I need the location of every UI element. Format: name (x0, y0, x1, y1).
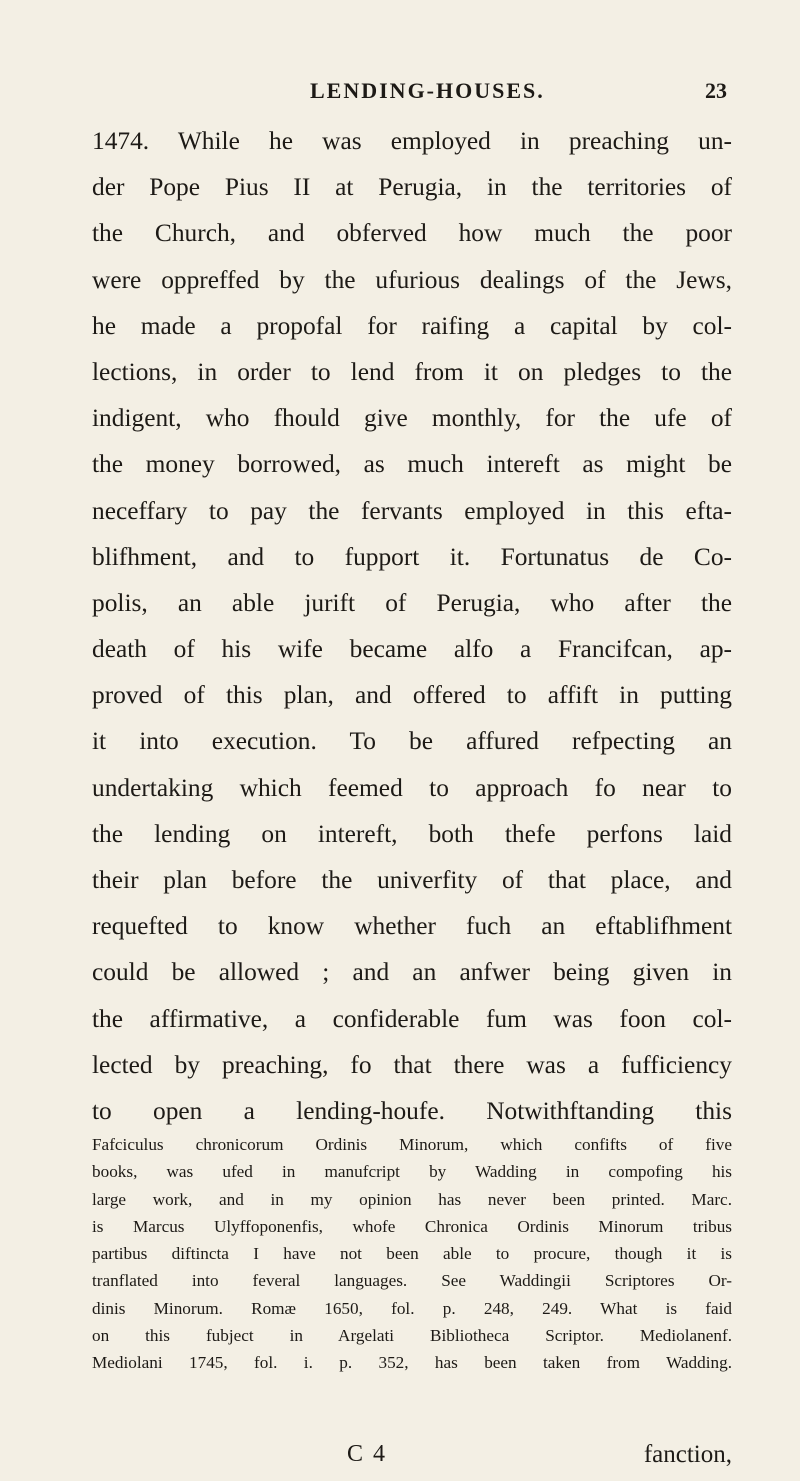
footnote-line: books, was ufed in manufcript by Wadding in compofing his (92, 1162, 732, 1182)
body-line: lected by preaching, fo that there was a fufficiency (92, 1050, 732, 1079)
footnote-line: is Marcus Ulyffoponenfis, whofe Chronica Ordinis Minorum tribus (92, 1216, 732, 1236)
body-line: neceffary to pay the fervants employed in this efta- (92, 496, 732, 525)
body-line: requefted to know whether fuch an eftablifhment (92, 912, 732, 941)
body-line: he made a propofal for raifing a capital by col- (92, 311, 732, 340)
body-line: undertaking which feemed to approach fo near to (92, 773, 732, 802)
footnote-line: dinis Minorum. Romæ 1650, fol. p. 248, 249. What is faid (92, 1298, 732, 1318)
body-line: death of his wife became alfo a Francifcan, ap- (92, 635, 732, 664)
body-line: the lending on intereft, both thefe perfons laid (92, 819, 732, 848)
body-line: lections, in order to lend from it on pledges to the (92, 357, 732, 386)
body-line: indigent, who fhould give monthly, for the ufe of (92, 404, 732, 433)
running-head (0, 78, 800, 112)
body-line: the money borrowed, as much intereft as might be (92, 450, 732, 479)
body-text (92, 118, 732, 1134)
footnote-line: on this fubject in Argelati Bibliotheca Scriptor. Mediolanenf. (92, 1326, 732, 1346)
body-line: were oppreffed by the ufurious dealings of the Jews, (92, 265, 732, 294)
body-line: blifhment, and to fupport it. Fortunatus de Co- (92, 542, 732, 571)
body-line: to open a lending-houfe. Notwithftanding this (92, 1096, 732, 1125)
running-title: LENDING-HOUSES. (310, 78, 545, 103)
body-line: their plan before the univerfity of that place, and (92, 866, 732, 894)
body-line: polis, an able jurift of Perugia, who after the (92, 588, 732, 617)
catchword: fanction, (643, 1441, 732, 1468)
body-line: it into execution. To be affured refpecting an (92, 727, 732, 756)
footnote-line: Mediolani 1745, fol. i. p. 352, has been taken from Wadding. (92, 1353, 732, 1373)
footnote-line: Fafciculus chronicorum Ordinis Minorum, which confifts of five (92, 1135, 732, 1154)
body-line: the Church, and obferved how much the poor (92, 219, 732, 248)
footnote-line: tranflated into feveral languages. See Waddingii Scriptores Or- (92, 1271, 732, 1291)
body-line: proved of this plan, and offered to affift in putting (92, 681, 732, 710)
footnote (92, 1131, 732, 1377)
body-line: the affirmative, a confiderable fum was foon col- (92, 1004, 732, 1033)
footnote-line: partibus diftincta I have not been able to procure, though it is (92, 1244, 732, 1264)
page-footer (92, 1441, 732, 1473)
footnote-line: large work, and in my opinion has never been printed. Marc. (92, 1189, 732, 1209)
body-line: 1474. While he was employed in preaching un- (92, 127, 732, 155)
page-number: 23 (705, 78, 727, 103)
signature-mark: C 4 (347, 1441, 388, 1467)
body-line: der Pope Pius II at Perugia, in the territories of (92, 173, 732, 202)
body-line: could be allowed ; and an anfwer being given in (92, 958, 732, 987)
